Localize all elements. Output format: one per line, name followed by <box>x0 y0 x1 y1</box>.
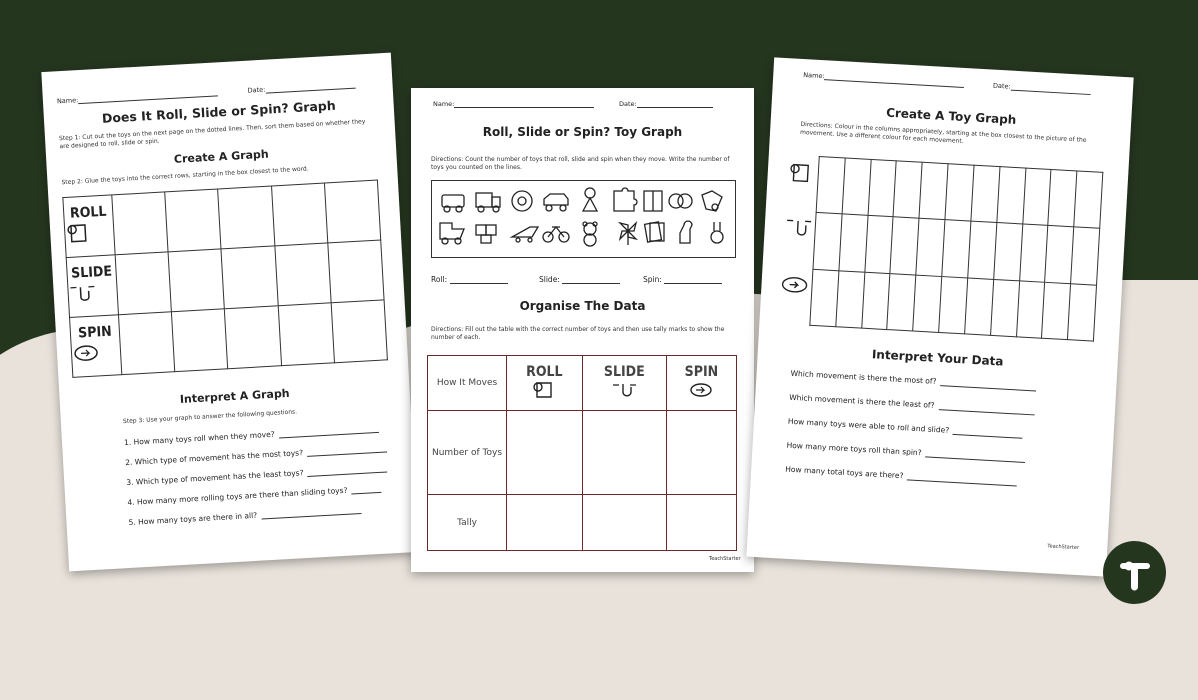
answer-line[interactable] <box>278 425 378 439</box>
date-field[interactable]: Date: <box>619 100 713 108</box>
answer-line[interactable] <box>351 485 381 495</box>
roll-count-field[interactable]: Roll: <box>431 275 508 284</box>
row-label-tally: Tally <box>428 495 507 551</box>
directions-colour: Directions: Colour in the columns appropriately, starting at the box closest to the picture of the movement. Use a different colour for each movement. <box>799 120 1087 146</box>
step-1-text: Step 1: Cut out the toys on the next page on the dotted lines. Then, sort them based on whether they are designed to roll, slide or spin. <box>58 118 366 151</box>
teddy-bear-icon <box>583 222 597 246</box>
worksheet-create-toy-graph <box>746 57 1133 576</box>
toy-icons <box>432 181 737 259</box>
answer-line[interactable] <box>307 464 387 476</box>
cell-roll-count[interactable] <box>507 411 583 495</box>
row-label-spin: SPIN <box>77 323 113 341</box>
step-2-text: Step 2: Glue the toys into the correct rows, starting in the box closest to the word. <box>61 165 309 187</box>
cell-spin-count[interactable] <box>666 411 736 495</box>
colour-graph-grid <box>809 156 1103 342</box>
row-slide <box>66 255 118 318</box>
question-3: 3. Which type of movement has the least toys? <box>126 463 388 487</box>
question-1: Which movement is there the most of? <box>790 369 1036 392</box>
roll-icon <box>65 220 94 246</box>
data-table <box>427 355 737 551</box>
slide-hand-icon <box>786 220 811 235</box>
page-title: Roll, Slide or Spin? Toy Graph <box>482 125 683 139</box>
question-5: How many total toys are there? <box>785 465 1017 487</box>
answer-line[interactable] <box>307 444 387 456</box>
row-spin <box>70 315 122 378</box>
slide-hand-icon <box>611 380 637 400</box>
truck-icon <box>476 193 500 212</box>
section-title-organise-data: Organise The Data <box>519 299 646 313</box>
slide-count-field[interactable]: Slide: <box>539 275 620 284</box>
pinwheel-icon <box>620 223 636 245</box>
cell-slide-tally[interactable] <box>582 495 666 551</box>
row-label-how-it-moves: How It Moves <box>428 356 507 411</box>
roll-icon <box>531 380 557 400</box>
doll-icon <box>583 188 597 211</box>
question-1: 1. How many toys roll when they move? <box>124 424 379 447</box>
step-3-text: Step 3: Use your graph to answer the following questions. <box>122 408 298 426</box>
page-title: Does It Roll, Slide or Spin? Graph <box>101 97 337 126</box>
section-title-interpret-graph: Interpret A Graph <box>179 386 290 406</box>
row-label-number-of-toys: Number of Toys <box>428 411 507 495</box>
cell-spin-tally[interactable] <box>666 495 736 551</box>
puzzle-icon <box>614 188 637 211</box>
section-title-create-graph: Create A Graph <box>173 147 270 166</box>
bunny-icon <box>711 222 723 243</box>
cell-roll-tally[interactable] <box>507 495 583 551</box>
wheel-icon <box>512 191 532 211</box>
brand-mark: TeachStarter <box>709 556 741 562</box>
cell-slide-count[interactable] <box>582 411 666 495</box>
worksheet-toy-graph <box>411 88 754 572</box>
cards-icon <box>645 222 664 242</box>
date-field[interactable]: Date: <box>247 81 355 95</box>
answer-line[interactable] <box>940 378 1036 391</box>
section-title-interpret-data: Interpret Your Data <box>871 347 1004 369</box>
question-4: 4. How many more rolling toys are there than sliding toys? <box>127 484 381 507</box>
name-field[interactable]: Name: <box>57 88 219 105</box>
date-field[interactable]: Date: <box>993 82 1091 95</box>
question-2: Which movement is there the least of? <box>789 393 1035 416</box>
brand-mark: TeachStarter <box>1047 543 1080 552</box>
spin-icon <box>71 340 100 366</box>
bike-icon <box>543 227 569 242</box>
teach-starter-logo[interactable] <box>1103 541 1166 604</box>
dump-truck-icon <box>440 223 464 244</box>
answer-line[interactable] <box>261 506 361 520</box>
blocks-icon <box>476 225 496 243</box>
answer-line[interactable] <box>953 427 1023 439</box>
question-5: 5. How many toys are there in all? <box>128 505 361 527</box>
answer-line[interactable] <box>925 449 1025 463</box>
dinosaur-icon <box>680 221 692 243</box>
book-icon <box>644 191 662 211</box>
answer-line[interactable] <box>938 402 1034 415</box>
page-title: Create A Toy Graph <box>885 105 1017 127</box>
roll-icon <box>790 164 808 181</box>
car-icon <box>442 195 464 212</box>
logo-t-icon <box>1103 541 1166 604</box>
directions-tally: Directions: Fill out the table with the correct number of toys and then use tally marks to show the number of each. <box>431 326 725 341</box>
name-field[interactable]: Name: <box>433 100 594 108</box>
question-4: How many more toys roll than spin? <box>786 441 1025 463</box>
answer-line[interactable] <box>907 472 1017 486</box>
spinning-top-icon <box>702 191 722 211</box>
question-2: 2. Which type of movement has the most toys? <box>125 443 387 467</box>
header-roll: ROLL <box>507 356 583 411</box>
jeep-icon <box>544 194 568 211</box>
question-3: How many toys were able to roll and slide? <box>788 417 1024 439</box>
slide-hand-icon <box>68 280 97 306</box>
skateboard-icon <box>512 227 538 242</box>
rings-icon <box>669 194 692 208</box>
header-spin: SPIN <box>666 356 736 411</box>
row-label-slide: SLIDE <box>70 263 113 282</box>
row-roll <box>63 195 115 258</box>
header-slide: SLIDE <box>582 356 666 411</box>
spin-icon <box>782 277 807 292</box>
row-label-roll: ROLL <box>69 203 107 222</box>
graph-grid <box>62 180 388 378</box>
name-field[interactable]: Name: <box>803 71 965 88</box>
directions-count: Directions: Count the number of toys that roll, slide and spin when they move. Write the number of toys you counted on the lines. <box>431 156 730 171</box>
spin-count-field[interactable]: Spin: <box>643 275 722 284</box>
spin-icon <box>688 380 714 400</box>
toy-icons-panel <box>431 180 736 258</box>
worksheet-roll-slide-spin-graph <box>41 53 418 572</box>
